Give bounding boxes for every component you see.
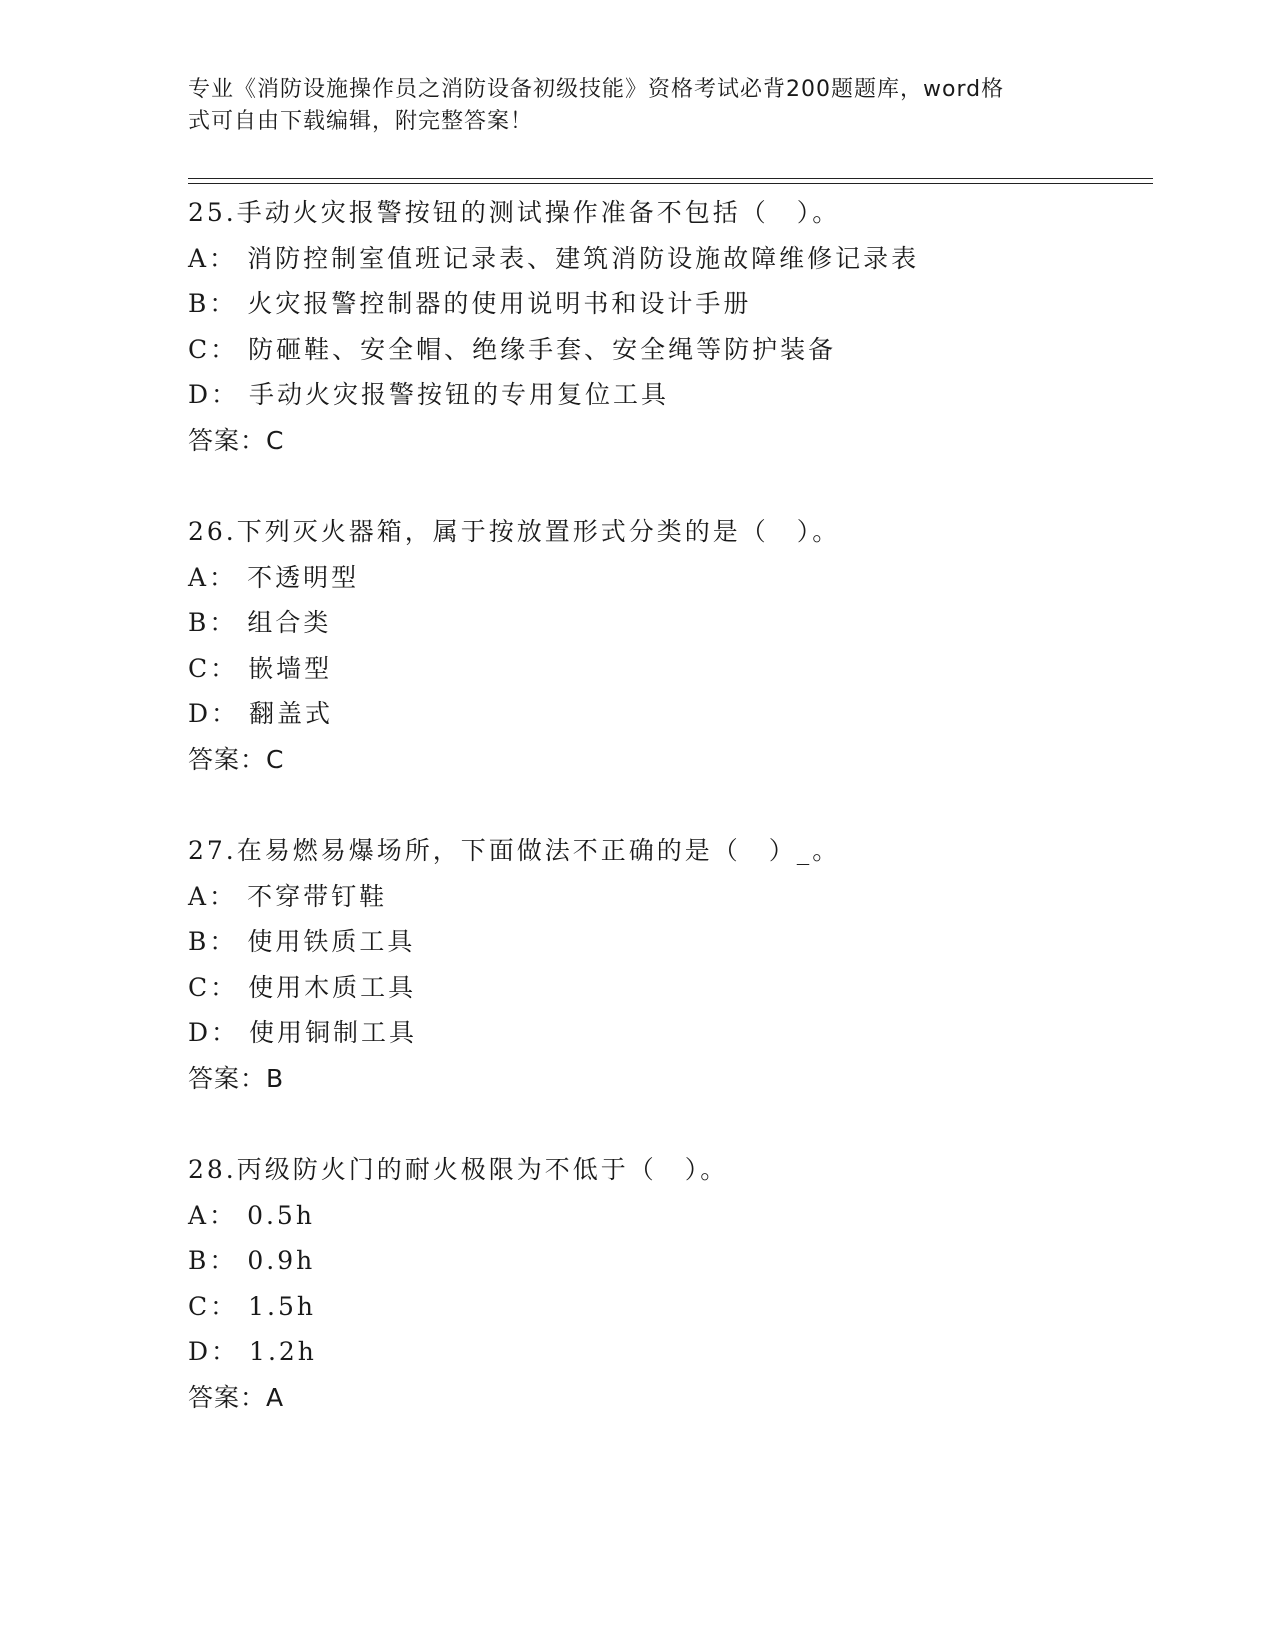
header-line-1: 专业《消防设施操作员之消防设备初级技能》资格考试必背200题题库，word格 (188, 77, 1005, 102)
option-text: 1.5h (248, 1291, 316, 1321)
option-text: 使用铁质工具 (247, 927, 416, 956)
option-key: B： (188, 927, 238, 956)
option-text: 使用铜制工具 (249, 1018, 418, 1047)
option-text: 火灾报警控制器的使用说明书和设计手册 (247, 289, 752, 318)
option-key: D： (188, 699, 240, 728)
option-key: C： (188, 653, 239, 683)
answer-label: 答案：C (188, 744, 285, 774)
answer-label: 答案：A (188, 1382, 285, 1412)
option-c (188, 1284, 1153, 1330)
option-c (188, 965, 1153, 1011)
header-divider-bottom (188, 183, 1153, 184)
question-26 (188, 509, 1153, 782)
option-key: B： (188, 608, 238, 637)
option-text: 0.5h (247, 1200, 315, 1230)
question-25 (188, 190, 1153, 463)
option-a (188, 1193, 1153, 1239)
option-key: A： (188, 243, 238, 273)
answer-label: 答案：B (188, 1063, 285, 1093)
header-divider-top (188, 178, 1153, 179)
option-text: 消防控制室值班记录表、建筑消防设施故障维修记录表 (247, 243, 920, 273)
question-stem: 26.下列灭火器箱，属于按放置形式分类的是（ ）。 (188, 517, 841, 546)
option-d (188, 1329, 1153, 1375)
question-27 (188, 828, 1153, 1101)
option-key: C： (188, 972, 239, 1002)
option-d (188, 372, 1153, 418)
option-c (188, 327, 1153, 373)
option-text: 不穿带钉鞋 (247, 881, 388, 911)
option-key: A： (188, 562, 238, 592)
option-b (188, 600, 1153, 646)
option-key: B： (188, 1246, 238, 1275)
option-key: B： (188, 289, 238, 318)
option-text: 不透明型 (247, 562, 360, 592)
document-header (188, 74, 1068, 138)
option-a (188, 874, 1153, 920)
question-list (188, 190, 1153, 1466)
option-key: C： (188, 1291, 239, 1321)
option-text: 嵌墙型 (248, 653, 333, 683)
option-key: A： (188, 1200, 238, 1230)
option-text: 使用木质工具 (248, 972, 417, 1002)
answer-label: 答案：C (188, 425, 285, 455)
option-text: 1.2h (249, 1337, 317, 1366)
option-text: 手动火灾报警按钮的专用复位工具 (249, 380, 670, 409)
option-d (188, 691, 1153, 737)
option-text: 组合类 (247, 608, 332, 637)
option-b (188, 1238, 1153, 1284)
option-key: D： (188, 1018, 240, 1047)
option-key: A： (188, 881, 238, 911)
question-stem: 27.在易燃易爆场所，下面做法不正确的是（ ）_。 (188, 836, 841, 865)
option-c (188, 646, 1153, 692)
header-line-2: 式可自由下载编辑，附完整答案！ (188, 109, 534, 134)
option-key: D： (188, 380, 240, 409)
option-b (188, 281, 1153, 327)
option-d (188, 1010, 1153, 1056)
option-key: C： (188, 334, 239, 364)
option-a (188, 555, 1153, 601)
option-key: D： (188, 1337, 240, 1366)
option-text: 翻盖式 (249, 699, 334, 728)
question-28 (188, 1147, 1153, 1420)
question-stem: 28.丙级防火门的耐火极限为不低于（ ）。 (188, 1155, 729, 1184)
option-b (188, 919, 1153, 965)
option-text: 防砸鞋、安全帽、绝缘手套、安全绳等防护装备 (248, 334, 837, 364)
option-text: 0.9h (247, 1246, 316, 1275)
option-a (188, 236, 1153, 282)
question-stem: 25.手动火灾报警按钮的测试操作准备不包括（ ）。 (188, 198, 841, 227)
